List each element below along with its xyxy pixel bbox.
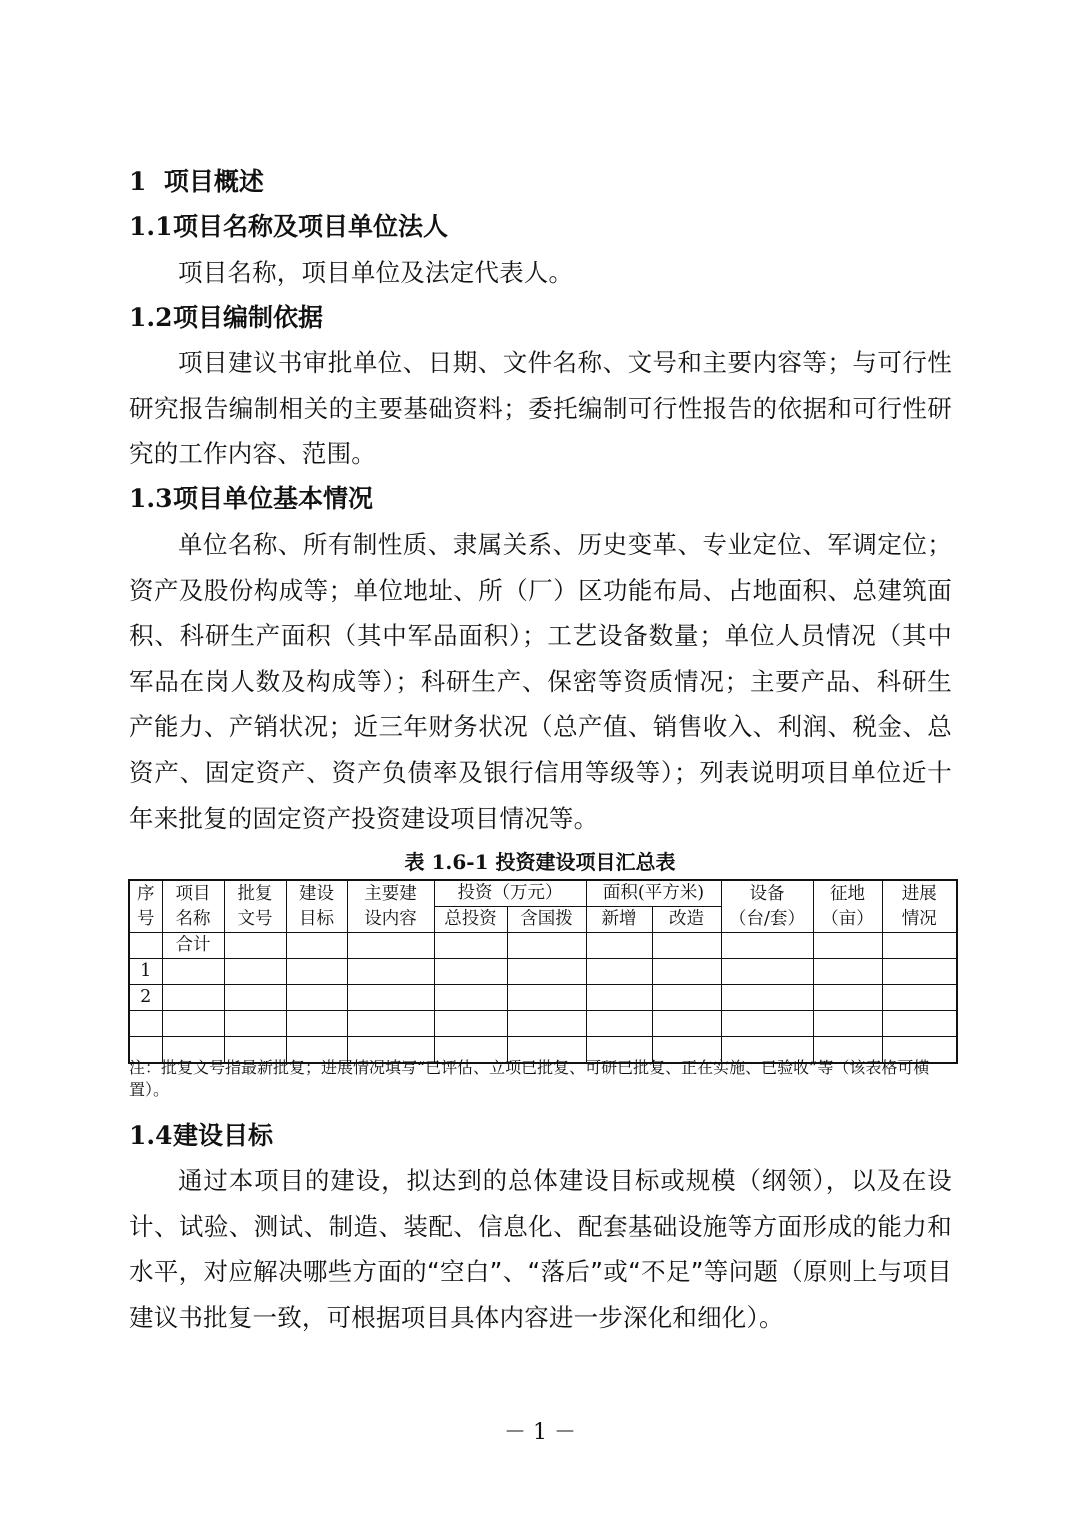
table-cell: [586, 959, 652, 985]
subsection-number: 1.1: [129, 212, 173, 241]
table-cell: [813, 933, 882, 959]
header-area-new: 新增: [586, 907, 652, 933]
section-title: 项目概述: [163, 167, 264, 196]
header-investment: 投资（万元）: [434, 880, 586, 907]
subsection-title: 项目单位基本情况: [173, 484, 374, 513]
investment-summary-table: [128, 879, 958, 1064]
subsection-number: 1.3: [129, 484, 173, 513]
table-cell: [882, 1011, 957, 1037]
table-cell: [882, 985, 957, 1011]
row-number: 1: [129, 959, 162, 985]
paragraph-1-3: 单位名称、所有制性质、隶属关系、历史变革、专业定位、军调定位；资产及股份构成等；单位地址、所（厂）区功能布局、占地面积、总建筑面积、科研生产面积（其中军品面积）；工艺设备数量；单位人员情况（其中军品在岗人数及构成等）；科研生产、保密等资质情况；主要产品、科研生产能力、产销状况；近三年财务状况（总产值、销售收入、利润、税金、总资产、固定资产、资产负债率及银行信用等级等）；列表说明项目单位近十年来批复的固定资产投资建设项目情况等。: [129, 530, 952, 833]
row-number: [129, 1011, 162, 1037]
table-cell: [224, 985, 286, 1011]
table-cell: [507, 933, 586, 959]
table-cell: [347, 959, 434, 985]
header-goal: 建设 目标: [286, 880, 347, 933]
table-cell: [507, 959, 586, 985]
subsection-number: 1.2: [129, 303, 173, 332]
paragraph-1-4: 通过本项目的建设，拟达到的总体建设目标或规模（纲领），以及在设计、试验、测试、制造、装配、信息化、配套基础设施等方面形成的能力和水平，对应解决哪些方面的“空白”、“落后”或“不足”等问题（原则上与项目建议书批复一致，可根据项目具体内容进一步深化和细化）。: [129, 1166, 952, 1332]
table-row: [129, 1011, 957, 1037]
table-cell: [721, 985, 813, 1011]
header-seq: 序 号: [129, 880, 162, 933]
table-caption: 表 1.6-1 投资建设项目汇总表: [404, 850, 676, 874]
subsection-heading-1-2: [129, 301, 323, 335]
table-cell: [286, 959, 347, 985]
table-cell: [882, 959, 957, 985]
table-cell: [434, 959, 507, 985]
header-content: 主要建 设内容: [347, 880, 434, 933]
subsection-heading-1-1: [129, 210, 448, 244]
header-land: 征地 （亩）: [813, 880, 882, 933]
table-header-row: [129, 880, 957, 907]
table-cell: [586, 1011, 652, 1037]
table-cell: [721, 933, 813, 959]
table-cell: [721, 959, 813, 985]
header-project-name: 项目 名称: [162, 880, 224, 933]
table-cell: [652, 959, 721, 985]
table-row: [129, 959, 957, 985]
header-invest-total: 总投资: [434, 907, 507, 933]
header-approval-doc: 批复 文号: [224, 880, 286, 933]
table-cell: [347, 1011, 434, 1037]
table-row: [129, 985, 957, 1011]
table-cell: [586, 933, 652, 959]
table-cell: [224, 933, 286, 959]
page-number: － 1 －: [504, 1420, 576, 1445]
table-cell: [882, 933, 957, 959]
header-equipment: 设备 （台/套）: [721, 880, 813, 933]
table-cell: [434, 1011, 507, 1037]
subsection-number: 1.4: [129, 1121, 173, 1150]
table-cell: [813, 959, 882, 985]
table-cell: [129, 933, 162, 959]
table-cell: [224, 959, 286, 985]
table-cell: [652, 985, 721, 1011]
table-cell: [813, 1011, 882, 1037]
row-number: 2: [129, 985, 162, 1011]
subsection-title: 项目名称及项目单位法人: [173, 212, 449, 241]
table-cell: [162, 959, 224, 985]
table-note: 注：批复文号指最新批复；进展情况填写“已评估、立项已批复、可研已批复、正在实施、已验收”等（该表格可横置）。: [129, 1058, 930, 1099]
table-cell: [347, 985, 434, 1011]
table-cell: [162, 1011, 224, 1037]
table-cell: [586, 985, 652, 1011]
header-area: 面积(平方米): [586, 880, 721, 907]
table-cell: [652, 1011, 721, 1037]
table-cell: [286, 985, 347, 1011]
header-invest-grant: 含国拨: [507, 907, 586, 933]
table-cell: [813, 985, 882, 1011]
paragraph-1-1: 项目名称，项目单位及法定代表人。: [178, 258, 574, 287]
subsection-title: 项目编制依据: [173, 303, 324, 332]
table-cell: [286, 933, 347, 959]
table-cell: [507, 1011, 586, 1037]
subsection-heading-1-3: [129, 482, 373, 516]
table-cell: [721, 1011, 813, 1037]
subsection-heading-1-4: [129, 1119, 273, 1153]
table-cell: [286, 1011, 347, 1037]
section-heading: [129, 165, 264, 199]
table-cell: [347, 933, 434, 959]
table-cell: [507, 985, 586, 1011]
table-cell: [434, 985, 507, 1011]
table-row-total: [129, 933, 957, 959]
total-label: 合计: [162, 933, 224, 959]
table-cell: [224, 1011, 286, 1037]
table-cell: [434, 933, 507, 959]
section-number: 1: [129, 167, 147, 196]
subsection-title: 建设目标: [173, 1121, 274, 1150]
header-area-renovation: 改造: [652, 907, 721, 933]
table-cell: [162, 985, 224, 1011]
table-cell: [652, 933, 721, 959]
header-progress: 进展 情况: [882, 880, 957, 933]
paragraph-1-2: 项目建议书审批单位、日期、文件名称、文号和主要内容等；与可行性研究报告编制相关的主要基础资料；委托编制可行性报告的依据和可行性研究的工作内容、范围。: [129, 348, 952, 469]
